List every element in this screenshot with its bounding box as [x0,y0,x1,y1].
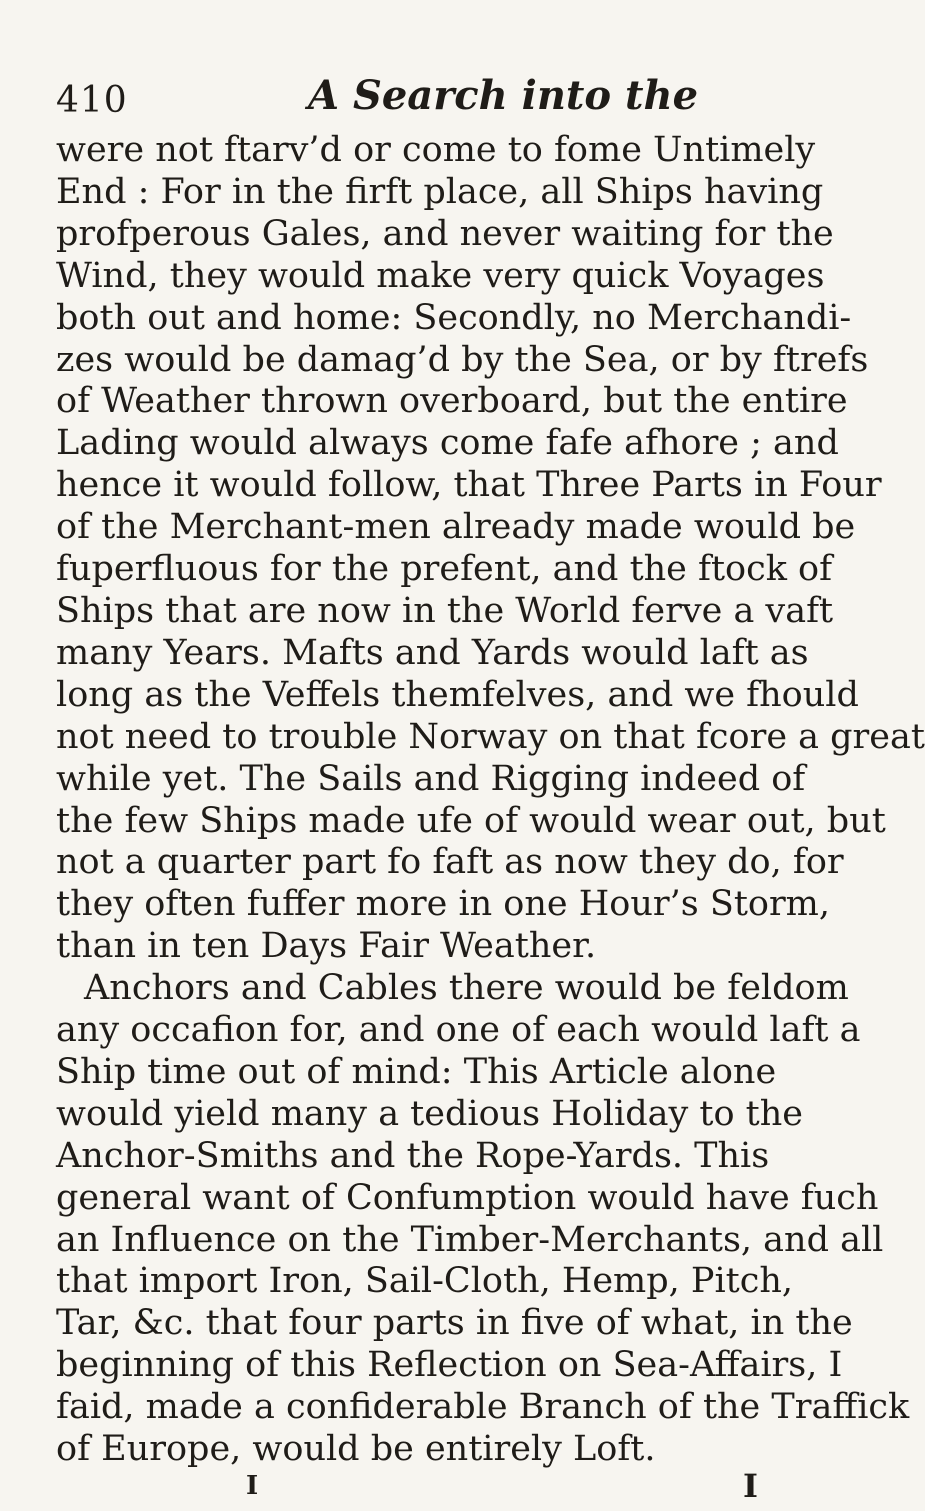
text-line: hence it would follow, that Three Parts in Four [56,465,882,506]
text-line: of the Merchant-men already made would be [56,507,856,548]
text-line: any occafion for, and one of each would laft a [56,1010,861,1051]
text-line: long as the Veffels themfelves, and we fhould [56,674,859,715]
text-line: many Years. Mafts and Yards would laft as [56,632,809,673]
text-line: general want of Confumption would have fuch [56,1177,879,1218]
text-line: beginning of this Reflection on Sea-Affairs, I [56,1345,843,1386]
running-head [56,60,766,130]
text-line: the few Ships made ufe of would wear out, but [56,800,886,841]
text-line: than in ten Days Fair Weather. [56,926,597,967]
text-line: zes would be damag’d by the Sea, or by ftrefs [56,339,869,380]
signature-mark: I [246,1471,259,1501]
text-line: End : For in the firft place, all Ships having [56,171,824,212]
text-line: not need to trouble Norway on that fcore a great [56,716,925,757]
text-line: were not ftarv’d or come to fome Untimely [56,130,816,170]
text-line: an Influence on the Timber-Merchants, and all [56,1219,884,1260]
text-line: fuperfluous for the prefent, and the ftock of [56,549,833,590]
catchword: I [743,1467,758,1505]
page-number: 410 [56,80,128,121]
page-footer [56,1467,766,1511]
text-line: of Europe, would be entirely Loft. [56,1429,656,1470]
text-line: Wind, they would make very quick Voyages [56,255,825,296]
text-line: Anchor-Smiths and the Rope-Yards. This [56,1135,770,1176]
text-line: both out and home: Secondly, no Merchandi- [56,297,852,338]
body-text [56,130,925,1471]
text-line: Ships that are now in the World ferve a vaft [56,590,834,631]
text-line: profperous Gales, and never waiting for the [56,213,834,254]
text-line: not a quarter part fo faft as now they do, for [56,842,844,883]
text-line: they often fuffer more in one Hour’s Storm, [56,884,830,925]
text-line: would yield many a tedious Holiday to the [56,1093,803,1134]
text-line: that import Iron, Sail-Cloth, Hemp, Pitch, [56,1261,793,1302]
text-line: Ship time out of mind: This Article alone [56,1051,777,1092]
text-line: Anchors and Cables there would be feldom [84,968,849,1009]
running-title: A Search into the [308,72,699,119]
text-line: while yet. The Sails and Rigging indeed of [56,758,806,799]
text-line: Tar, &c. that four parts in five of what, in the [56,1303,853,1344]
text-line: Lading would always come fafe afhore ; and [56,423,839,464]
text-line: of Weather thrown overboard, but the entire [56,381,848,422]
text-line: faid, made a confiderable Branch of the Traffick [56,1387,910,1428]
